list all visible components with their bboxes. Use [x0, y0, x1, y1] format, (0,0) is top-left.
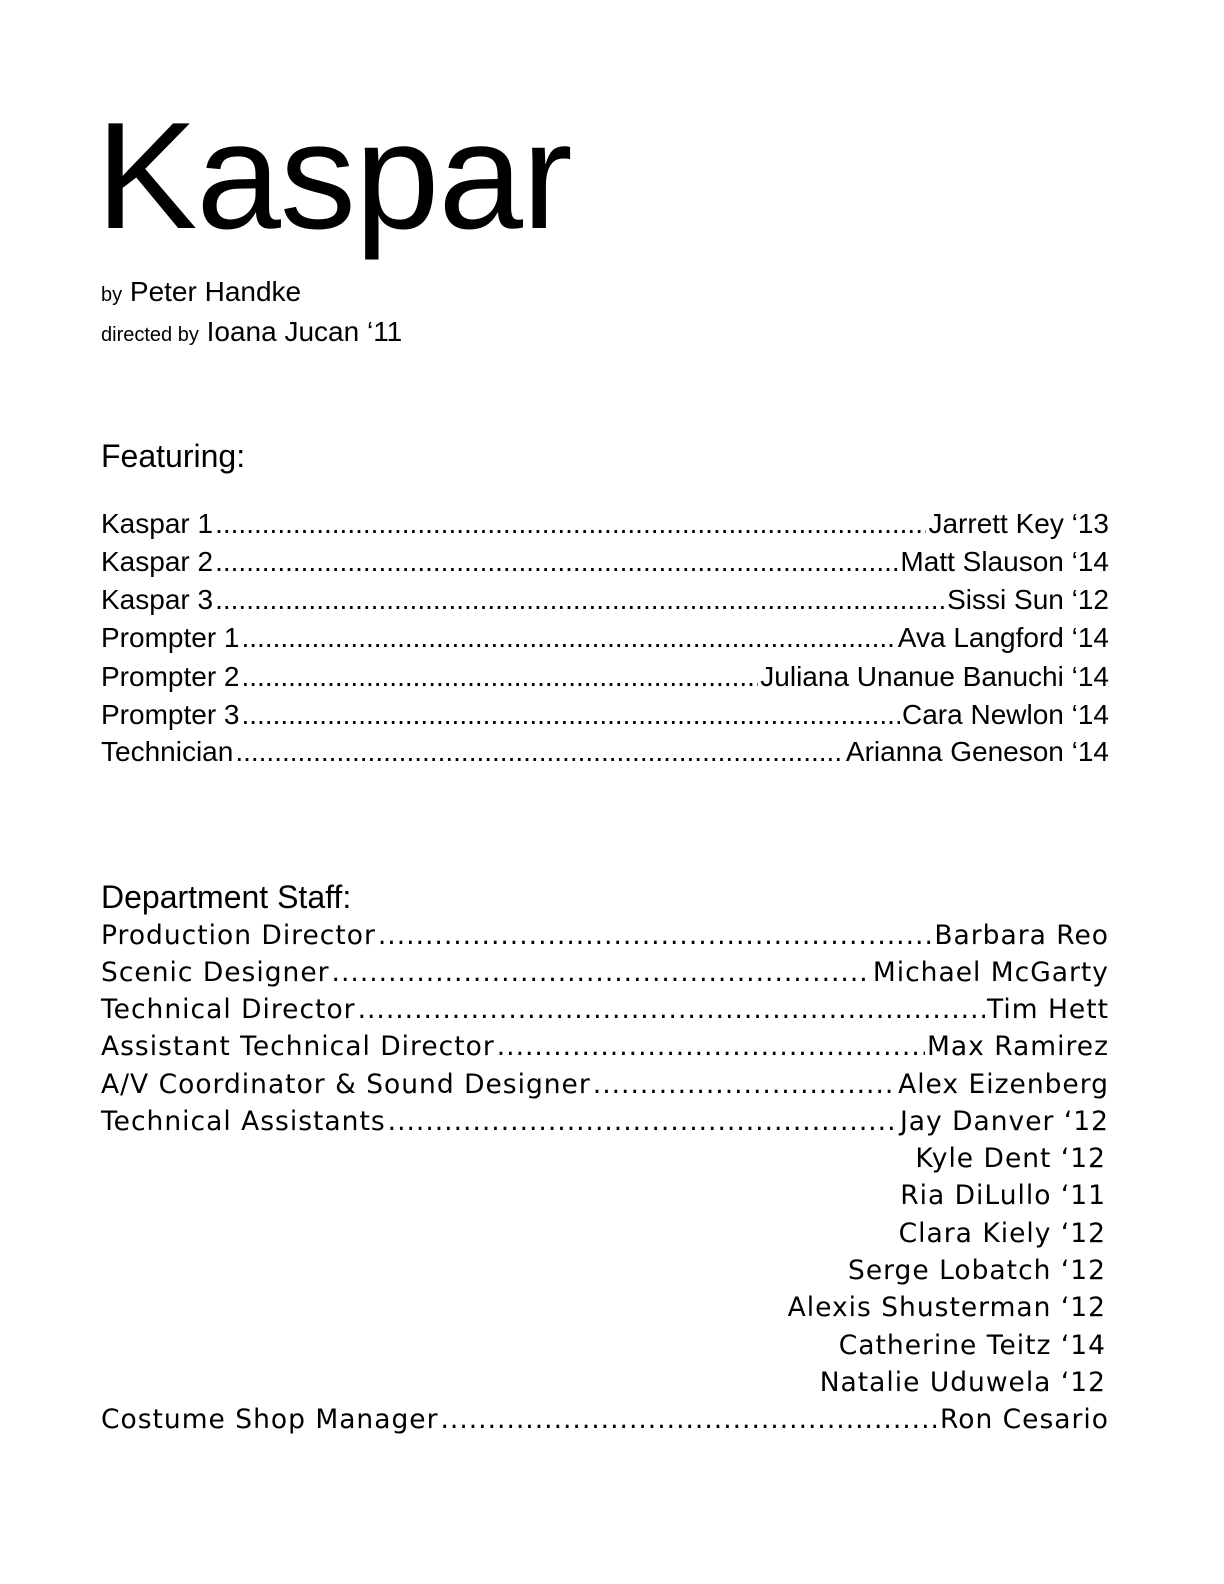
dot-leader — [497, 1034, 925, 1061]
role: Technician — [101, 736, 234, 767]
cast-row — [101, 701, 1109, 729]
position: Assistant Technical Director — [101, 1031, 495, 1062]
dot-leader — [242, 701, 901, 729]
staff-row — [101, 1069, 1109, 1100]
technical-assistant: Catherine Teitz ‘14 — [838, 1330, 1106, 1361]
dot-leader — [388, 1109, 898, 1136]
role: Kaspar 3 — [101, 584, 214, 615]
author-name: Peter Handke — [129, 276, 302, 307]
director-credit — [101, 318, 402, 346]
staff-row — [101, 1404, 1109, 1435]
cast-row — [101, 738, 1109, 766]
technical-assistant: Kyle Dent ‘12 — [915, 1143, 1106, 1174]
role: Kaspar 2 — [101, 546, 214, 577]
actor: Sissi Sun ‘12 — [947, 584, 1109, 615]
actor: Juliana Unanue Banuchi ‘14 — [760, 661, 1109, 692]
staff-row — [101, 1031, 1109, 1062]
position: Scenic Designer — [101, 957, 330, 988]
cast-row — [101, 663, 1109, 691]
dot-leader — [358, 997, 985, 1024]
staff-name: Max Ramirez — [927, 1031, 1109, 1062]
technical-assistant: Natalie Uduwela ‘12 — [819, 1367, 1106, 1398]
staff-heading: Department Staff: — [101, 879, 352, 915]
dot-leader — [242, 663, 759, 691]
director-name: Ioana Jucan ‘11 — [206, 316, 403, 347]
position: Production Director — [101, 920, 376, 951]
dot-leader — [332, 960, 871, 987]
dot-leader — [378, 923, 932, 950]
dot-leader — [215, 586, 945, 614]
director-prefix: directed by — [101, 324, 199, 346]
actor: Matt Slauson ‘14 — [900, 546, 1109, 577]
actor: Jarrett Key ‘13 — [928, 508, 1109, 539]
dot-leader — [235, 738, 844, 766]
play-title: Kaspar — [96, 91, 572, 261]
role: Prompter 1 — [101, 622, 240, 653]
role: Kaspar 1 — [101, 508, 214, 539]
technical-assistant: Ria DiLullo ‘11 — [900, 1180, 1106, 1211]
staff-row — [101, 920, 1109, 951]
technical-assistant: Clara Kiely ‘12 — [898, 1218, 1106, 1249]
staff-name: Barbara Reo — [934, 920, 1109, 951]
position: Technical Assistants — [101, 1106, 386, 1137]
staff-row — [101, 994, 1109, 1025]
position: A/V Coordinator & Sound Designer — [101, 1069, 591, 1100]
staff-name: Ron Cesario — [940, 1404, 1109, 1435]
cast-row — [101, 624, 1109, 652]
position: Costume Shop Manager — [101, 1404, 439, 1435]
role: Prompter 2 — [101, 661, 240, 692]
dot-leader — [215, 548, 898, 576]
cast-row — [101, 548, 1109, 576]
technical-assistant: Serge Lobatch ‘12 — [848, 1255, 1106, 1286]
staff-name: Alex Eizenberg — [898, 1069, 1109, 1100]
author-prefix: by — [101, 284, 123, 306]
actor: Arianna Geneson ‘14 — [845, 736, 1109, 767]
actor: Ava Langford ‘14 — [897, 622, 1109, 653]
position: Technical Director — [101, 994, 356, 1025]
dot-leader — [242, 624, 896, 652]
cast-row — [101, 586, 1109, 614]
author-credit — [101, 278, 301, 306]
staff-name: Michael McGarty — [872, 957, 1109, 988]
staff-name: Tim Hett — [987, 994, 1109, 1025]
dot-leader — [215, 510, 926, 538]
technical-assistant: Alexis Shusterman ‘12 — [787, 1292, 1106, 1323]
dot-leader — [593, 1072, 896, 1099]
staff-row — [101, 957, 1109, 988]
cast-row — [101, 510, 1109, 538]
actor: Cara Newlon ‘14 — [902, 699, 1109, 730]
staff-name: Jay Danver ‘12 — [899, 1106, 1109, 1137]
cast-heading: Featuring: — [101, 438, 246, 474]
dot-leader — [440, 1407, 938, 1434]
role: Prompter 3 — [101, 699, 240, 730]
staff-row — [101, 1106, 1109, 1137]
